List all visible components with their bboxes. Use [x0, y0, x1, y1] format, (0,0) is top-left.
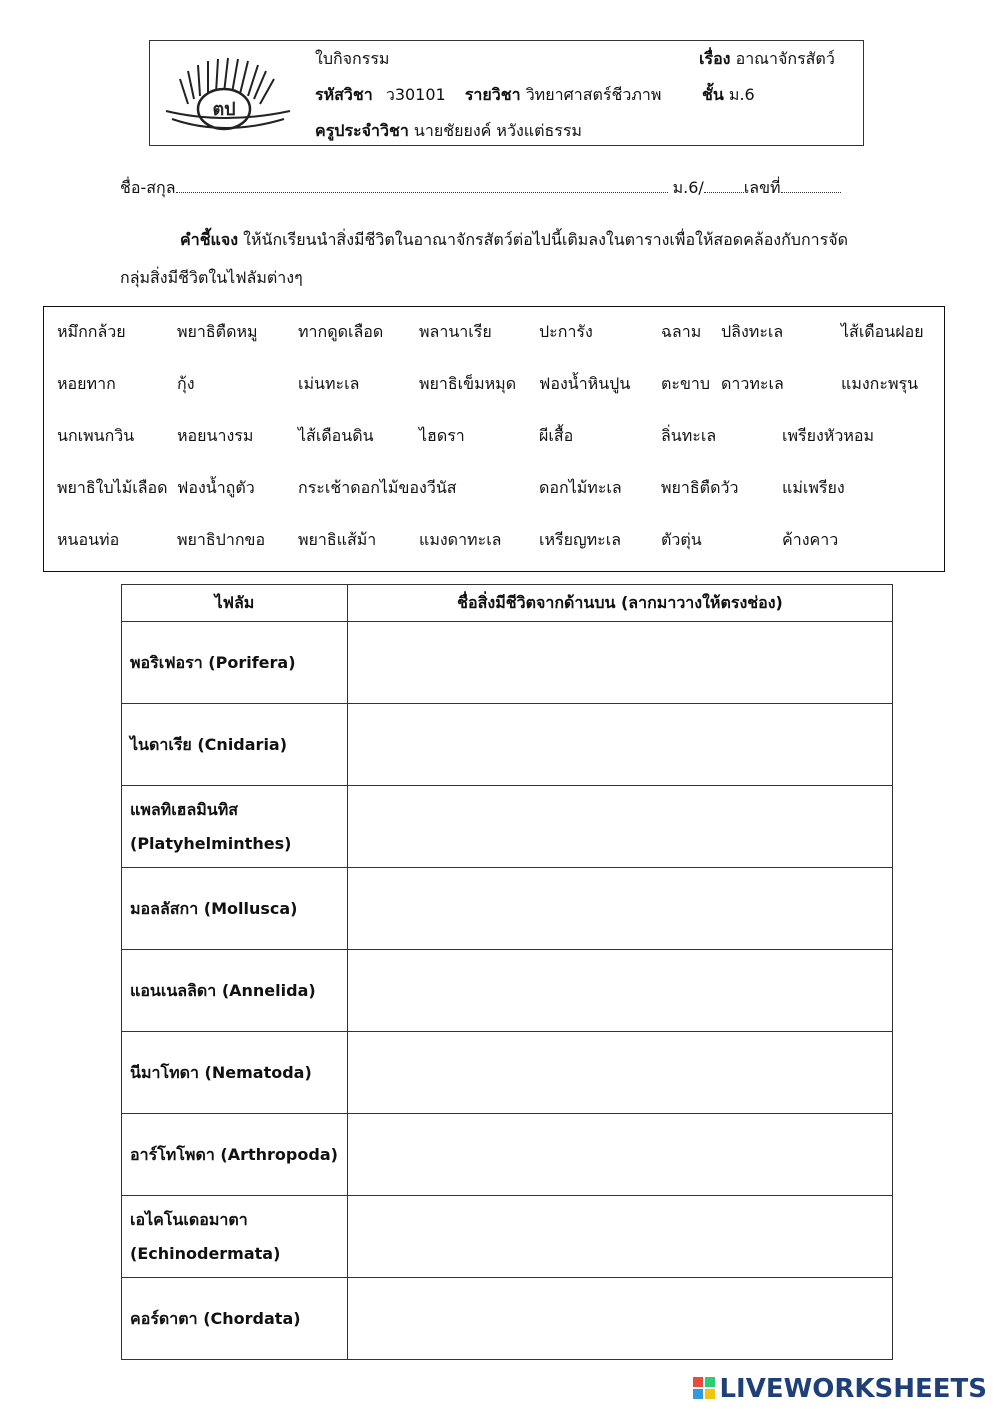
word-item[interactable]: ไฮดรา	[419, 426, 465, 445]
word-item[interactable]: ฉลาม	[661, 322, 702, 341]
drop-zone[interactable]	[348, 868, 893, 950]
subject-value: วิทยาศาสตร์ชีวภาพ	[525, 85, 662, 104]
table-header-row	[122, 585, 893, 622]
code-value: ว30101	[385, 85, 446, 104]
phylum-name: คอร์ดาตา (Chordata)	[122, 1278, 348, 1360]
header-box	[149, 40, 864, 146]
phylum-name: พอริเฟอรา (Porifera)	[122, 622, 348, 704]
word-item[interactable]: พยาธิเข็มหมุด	[419, 374, 517, 393]
table-row	[122, 868, 893, 950]
word-item[interactable]: พยาธิแส้ม้า	[298, 530, 377, 549]
table-row	[122, 950, 893, 1032]
word-item[interactable]: ลิ่นทะเล	[661, 426, 717, 445]
topic-label: เรื่อง	[699, 49, 731, 68]
word-item[interactable]: หมึกกล้วย	[57, 322, 126, 341]
word-item[interactable]: แม่เพรียง	[782, 478, 845, 497]
course-line	[315, 83, 661, 108]
drop-zone[interactable]	[348, 786, 893, 868]
drop-zone[interactable]	[348, 1114, 893, 1196]
grade-label: ชั้น	[702, 85, 724, 104]
word-item[interactable]: พยาธิตืดวัว	[661, 478, 739, 497]
instructions-label: คำชี้แจง	[180, 230, 239, 249]
word-bank	[43, 306, 945, 572]
subject-label: รายวิชา	[464, 85, 521, 104]
drop-zone[interactable]	[348, 1278, 893, 1360]
class-blank[interactable]	[704, 178, 744, 193]
doc-type: ใบกิจกรรม	[315, 49, 390, 68]
table-row	[122, 622, 893, 704]
word-item[interactable]: ฟองน้ำถูตัว	[177, 478, 255, 497]
word-item[interactable]: พยาธิตืดหมู	[177, 322, 258, 341]
number-label: เลขที่	[743, 178, 781, 197]
number-blank[interactable]	[781, 178, 841, 193]
word-item[interactable]: ดาวทะเล	[721, 374, 784, 393]
phylum-name: อาร์โทโพดา (Arthropoda)	[122, 1114, 348, 1196]
word-item[interactable]: พยาธิปากขอ	[177, 530, 266, 549]
word-item[interactable]: ไส้เดือนฝอย	[841, 322, 924, 341]
instructions-text-2: กลุ่มสิ่งมีชีวิตในไฟลัมต่างๆ	[120, 268, 303, 287]
word-item[interactable]: ผีเสื้อ	[539, 426, 574, 445]
student-info-line	[120, 176, 841, 201]
word-item[interactable]: เพรียงหัวหอม	[782, 426, 875, 445]
word-item[interactable]: ค้างคาว	[782, 530, 839, 549]
drop-zone[interactable]	[348, 1032, 893, 1114]
name-label: ชื่อ-สกุล	[120, 178, 176, 197]
drop-zone[interactable]	[348, 950, 893, 1032]
phylum-name: แพลทิเฮลมินทิส (Platyhelminthes)	[122, 786, 348, 868]
phylum-table	[121, 584, 893, 1360]
word-item[interactable]: แมงกะพรุน	[841, 374, 919, 393]
table-row	[122, 1278, 893, 1360]
svg-text:ตป: ตป	[212, 99, 236, 120]
word-item[interactable]: กุ้ง	[177, 374, 195, 393]
drop-zone[interactable]	[348, 704, 893, 786]
grade	[702, 83, 755, 108]
drop-zone[interactable]	[348, 622, 893, 704]
topic	[699, 47, 835, 72]
table-row	[122, 1032, 893, 1114]
col-header-phylum: ไฟลัม	[122, 585, 348, 622]
word-item[interactable]: ดอกไม้ทะเล	[539, 478, 622, 497]
word-item[interactable]: ทากดูดเลือด	[298, 322, 384, 341]
word-item[interactable]: กระเช้าดอกไม้ของวีนัส	[298, 478, 457, 497]
grade-value: ม.6	[728, 85, 755, 104]
code-label: รหัสวิชา	[315, 85, 373, 104]
table-row	[122, 786, 893, 868]
name-blank[interactable]	[176, 178, 668, 193]
word-item[interactable]: พลานาเรีย	[419, 322, 492, 341]
word-item[interactable]: หนอนท่อ	[57, 530, 120, 549]
instructions-text-1: ให้นักเรียนนำสิ่งมีชีวิตในอาณาจักรสัตว์ต่อไปนี้เติมลงในตารางเพื่อให้สอดคล้องกับการจัด	[243, 230, 848, 249]
drop-zone[interactable]	[348, 1196, 893, 1278]
word-item[interactable]: ตัวตุ่น	[661, 530, 702, 549]
word-item[interactable]: ปะการัง	[539, 322, 593, 341]
teacher-value: นายชัยยงค์ หวังแต่ธรรม	[413, 121, 582, 140]
topic-value: อาณาจักรสัตว์	[735, 49, 835, 68]
instructions-line-1	[180, 228, 848, 253]
liveworksheets-logo-icon	[693, 1377, 715, 1399]
word-item[interactable]: หอยทาก	[57, 374, 116, 393]
word-item[interactable]: ฟองน้ำหินปูน	[539, 374, 631, 393]
word-item[interactable]: ตะขาบ	[661, 374, 711, 393]
school-logo-icon	[158, 49, 298, 141]
teacher-line	[315, 119, 582, 144]
word-item[interactable]: เหรียญทะเล	[539, 530, 622, 549]
class-label: ม.6/	[672, 178, 704, 197]
table-row	[122, 1196, 893, 1278]
word-item[interactable]: ไส้เดือนดิน	[298, 426, 374, 445]
word-item[interactable]: ปลิงทะเล	[721, 322, 784, 341]
word-item[interactable]: แมงดาทะเล	[419, 530, 502, 549]
phylum-name: มอลลัสกา (Mollusca)	[122, 868, 348, 950]
word-item[interactable]: หอยนางรม	[177, 426, 254, 445]
phylum-name: ไนดาเรีย (Cnidaria)	[122, 704, 348, 786]
phylum-name: แอนเนลลิดา (Annelida)	[122, 950, 348, 1032]
phylum-name: นีมาโทดา (Nematoda)	[122, 1032, 348, 1114]
word-item[interactable]: นกเพนกวิน	[57, 426, 135, 445]
teacher-label: ครูประจำวิชา	[315, 121, 409, 140]
liveworksheets-brand[interactable]	[693, 1374, 987, 1404]
brand-text: LIVEWORKSHEETS	[719, 1374, 987, 1404]
table-row	[122, 1114, 893, 1196]
phylum-name: เอไคโนเดอมาตา (Echinodermata)	[122, 1196, 348, 1278]
word-item[interactable]: พยาธิใบไม้เลือด	[57, 478, 168, 497]
word-item[interactable]: เม่นทะเล	[298, 374, 360, 393]
col-header-organisms: ชื่อสิ่งมีชีวิตจากด้านบน (ลากมาวางให้ตรงช่อง)	[348, 585, 893, 622]
table-row	[122, 704, 893, 786]
